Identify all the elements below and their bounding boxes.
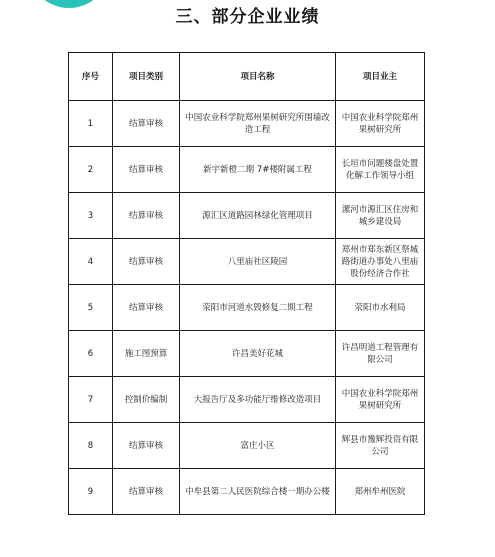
header-owner: 项目业主 bbox=[336, 53, 425, 101]
cell-name: 八里庙社区陵园 bbox=[180, 239, 336, 285]
cell-no: 4 bbox=[69, 239, 113, 285]
cell-no: 5 bbox=[69, 285, 113, 331]
cell-owner: 长垣市问题楼盘处置化解工作领导小组 bbox=[336, 147, 425, 193]
cell-owner: 中国农业科学院郑州果树研究所 bbox=[336, 377, 425, 423]
table-row bbox=[69, 101, 425, 147]
table-row bbox=[69, 239, 425, 285]
table-header-row bbox=[69, 53, 425, 101]
cell-category: 结算审核 bbox=[113, 193, 180, 239]
cell-name: 许昌美好花城 bbox=[180, 331, 336, 377]
cell-name: 新宇新橙二期 7#楼附属工程 bbox=[180, 147, 336, 193]
cell-no: 2 bbox=[69, 147, 113, 193]
cell-category: 控制价编制 bbox=[113, 377, 180, 423]
cell-owner: 辉县市豫辉投资有限公司 bbox=[336, 423, 425, 469]
table-row bbox=[69, 377, 425, 423]
cell-no: 3 bbox=[69, 193, 113, 239]
cell-owner: 荥阳市水利局 bbox=[336, 285, 425, 331]
cell-name: 中国农业科学院郑州果树研究所围墙改造工程 bbox=[180, 101, 336, 147]
table-row bbox=[69, 193, 425, 239]
header-category: 项目类别 bbox=[113, 53, 180, 101]
cell-category: 施工图预算 bbox=[113, 331, 180, 377]
cell-category: 结算审核 bbox=[113, 101, 180, 147]
cell-category: 结算审核 bbox=[113, 469, 180, 515]
cell-owner: 郑州牟州医院 bbox=[336, 469, 425, 515]
cell-owner: 漯河市源汇区住房和城乡建设局 bbox=[336, 193, 425, 239]
cell-no: 8 bbox=[69, 423, 113, 469]
cell-name: 源汇区道路园林绿化管理项目 bbox=[180, 193, 336, 239]
cell-no: 9 bbox=[69, 469, 113, 515]
cell-no: 1 bbox=[69, 101, 113, 147]
cell-owner: 中国农业科学院郑州果树研究所 bbox=[336, 101, 425, 147]
performance-table bbox=[68, 52, 425, 515]
cell-owner: 郑州市郑东新区祭城路街道办事处八里庙股份经济合作社 bbox=[336, 239, 425, 285]
cell-category: 结算审核 bbox=[113, 147, 180, 193]
table-row bbox=[69, 331, 425, 377]
cell-no: 7 bbox=[69, 377, 113, 423]
header-name: 项目名称 bbox=[180, 53, 336, 101]
table-row bbox=[69, 469, 425, 515]
table-row bbox=[69, 147, 425, 193]
cell-name: 富庄小区 bbox=[180, 423, 336, 469]
cell-name: 中牟县第二人民医院综合楼一期办公楼 bbox=[180, 469, 336, 515]
table-row bbox=[69, 285, 425, 331]
cell-category: 结算审核 bbox=[113, 423, 180, 469]
cell-name: 大报告厅及多功能厅维修改造项目 bbox=[180, 377, 336, 423]
cell-no: 6 bbox=[69, 331, 113, 377]
cell-name: 荥阳市河道水毁修复二期工程 bbox=[180, 285, 336, 331]
cell-category: 结算审核 bbox=[113, 239, 180, 285]
cell-owner: 许昌明道工程管理有限公司 bbox=[336, 331, 425, 377]
section-title: 三、部分企业业绩 bbox=[175, 7, 320, 27]
table-row bbox=[69, 423, 425, 469]
cell-category: 结算审核 bbox=[113, 285, 180, 331]
header-no: 序号 bbox=[69, 53, 113, 101]
